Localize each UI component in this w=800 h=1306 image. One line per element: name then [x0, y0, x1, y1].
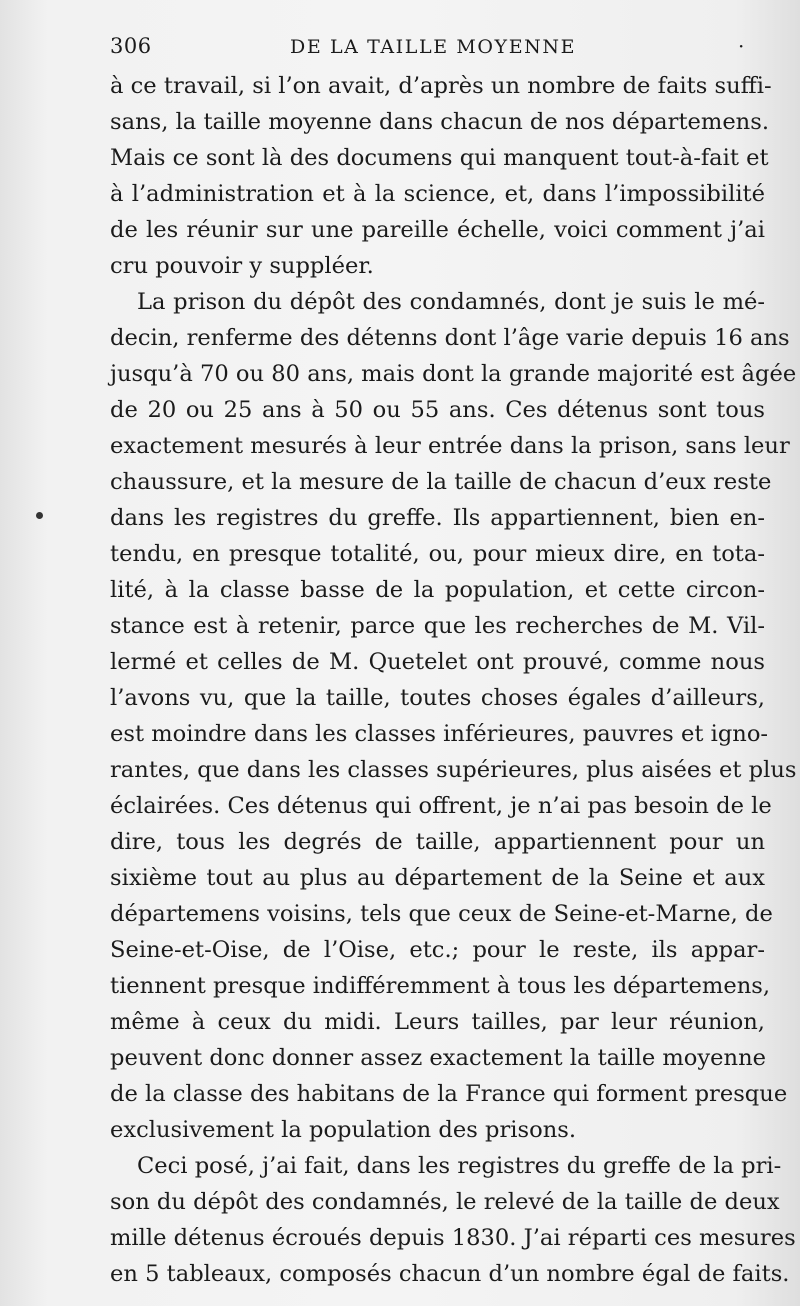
text-line: en 5 tableaux, composés chacun d’un nombre égal de faits.	[110, 1261, 790, 1287]
text-line: stance est à retenir, parce que les recherches de M. Vil-	[110, 613, 765, 639]
text-line: sixième tout au plus au département de la Seine et aux	[110, 865, 765, 891]
text-line: jusqu’à 70 ou 80 ans, mais dont la grande majorité est âgée	[110, 361, 797, 387]
text-line: decin, renferme des détenns dont l’âge varie depuis 16 ans	[110, 325, 790, 351]
text-line: Ceci posé, j’ai fait, dans les registres du greffe de la pri-	[137, 1153, 782, 1179]
text-line: départemens voisins, tels que ceux de Seine-et-Marne, de	[110, 901, 773, 927]
text-line: chaussure, et la mesure de la taille de chacun d’eux reste	[110, 469, 772, 495]
text-line: même à ceux du midi. Leurs tailles, par leur réunion,	[110, 1009, 765, 1035]
text-line: son du dépôt des condamnés, le relevé de la taille de deux	[110, 1189, 780, 1215]
text-line: cru pouvoir y suppléer.	[110, 253, 374, 279]
text-line: Seine-et-Oise, de l’Oise, etc.; pour le reste, ils appar-	[110, 937, 765, 963]
text-line: Mais ce sont là des documens qui manquent tout-à-fait et	[110, 145, 769, 171]
text-line: rantes, que dans les classes supérieures, plus aisées et plus	[110, 757, 797, 783]
text-line: dans les registres du greffe. Ils appartiennent, bien en-	[110, 505, 765, 531]
header-dot: ·	[738, 34, 745, 58]
text-line: l’avons vu, que la taille, toutes choses égales d’ailleurs,	[110, 685, 765, 711]
text-line: mille détenus écroués depuis 1830. J’ai réparti ces mesures	[110, 1225, 796, 1251]
text-line: de la classe des habitans de la France qui forment presque	[110, 1081, 788, 1107]
text-line: sans, la taille moyenne dans chacun de nos départemens.	[110, 109, 770, 135]
text-line: tendu, en presque totalité, ou, pour mieux dire, en tota-	[110, 541, 765, 567]
text-line: tiennent presque indifféremment à tous les départemens,	[110, 973, 771, 999]
text-line: de 20 ou 25 ans à 50 ou 55 ans. Ces détenus sont tous	[110, 397, 765, 423]
text-line: lité, à la classe basse de la population, et cette circon-	[110, 577, 765, 603]
text-line: La prison du dépôt des condamnés, dont je suis le mé-	[137, 289, 765, 315]
margin-ink-dot	[36, 512, 43, 519]
running-head: DE LA TAILLE MOYENNE	[290, 36, 577, 58]
text-line: de les réunir sur une pareille échelle, voici comment j’ai	[110, 217, 765, 243]
page-number: 306	[110, 34, 152, 58]
text-line: à ce travail, si l’on avait, d’après un nombre de faits suffi-	[110, 73, 772, 99]
text-line: éclairées. Ces détenus qui offrent, je n’ai pas besoin de le	[110, 793, 772, 819]
page-header	[110, 34, 760, 64]
text-line: dire, tous les degrés de taille, appartiennent pour un	[110, 829, 765, 855]
text-line: lermé et celles de M. Quetelet ont prouvé, comme nous	[110, 649, 765, 675]
text-line: à l’administration et à la science, et, dans l’impossibilité	[110, 181, 765, 207]
text-line: exactement mesurés à leur entrée dans la prison, sans leur	[110, 433, 790, 459]
text-line: exclusivement la population des prisons.	[110, 1117, 577, 1143]
text-line: est moindre dans les classes inférieures, pauvres et igno-	[110, 721, 769, 747]
text-line: peuvent donc donner assez exactement la taille moyenne	[110, 1045, 767, 1071]
